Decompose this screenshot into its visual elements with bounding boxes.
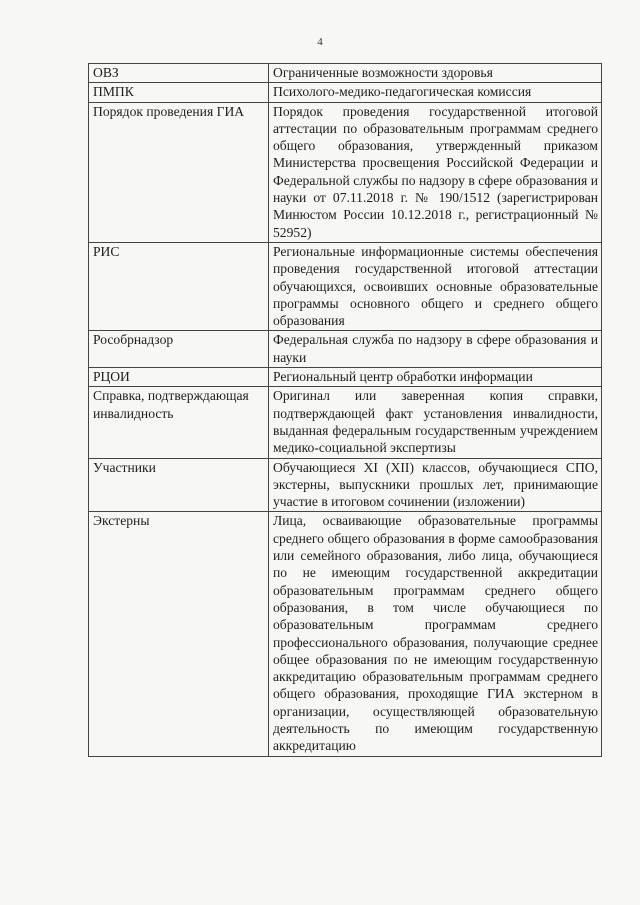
definition-cell: Федеральная служба по надзору в сфере образования и науки: [269, 331, 602, 368]
term-cell: ПМПК: [89, 83, 269, 102]
table-row: [89, 368, 602, 387]
definition-cell: Лица, осваивающие образовательные программы среднего общего образования в форме самообразования или семейного образования, либо лица, обучающиеся по не имеющим государственной аккредитации образовательным программам среднего общего образования, в том числе обучающиеся по образовательным программам среднего профессионального образования, получающие среднее общее образования по не имеющим государственную аккредитацию образовательным программам среднего общего образования, проходящие ГИА экстерном в организации, осуществляющей образовательную деятельность по имеющим государственную аккредитацию: [269, 512, 602, 756]
term-cell: Участники: [89, 458, 269, 512]
table-row: [89, 458, 602, 512]
term-cell: Порядок проведения ГИА: [89, 102, 269, 242]
definition-cell: Обучающиеся XI (XII) классов, обучающиеся СПО, экстерны, выпускники прошлых лет, принимающие участие в итоговом сочинении (изложении): [269, 458, 602, 512]
table-row: [89, 512, 602, 756]
table-row: [89, 64, 602, 83]
abbreviations-table: [88, 63, 602, 757]
definition-cell: Оригинал или заверенная копия справки, подтверждающей факт установления инвалидности, выданная федеральным государственным учреждением медико-социальной экспертизы: [269, 387, 602, 458]
definition-cell: Ограниченные возможности здоровья: [269, 64, 602, 83]
term-cell: РИС: [89, 242, 269, 330]
definition-cell: Региональный центр обработки информации: [269, 368, 602, 387]
term-cell: ОВЗ: [89, 64, 269, 83]
term-cell: Экстерны: [89, 512, 269, 756]
term-cell: Рособрнадзор: [89, 331, 269, 368]
table-row: [89, 331, 602, 368]
term-cell: РЦОИ: [89, 368, 269, 387]
table-row: [89, 242, 602, 330]
table-row: [89, 387, 602, 458]
definition-cell: Порядок проведения государственной итоговой аттестации по образовательным программам среднего общего образования, утвержденный приказом Министерства просвещения Российской Федерации и Федеральной службы по надзору в сфере образования и науки от 07.11.2018 г. № 190/1512 (зарегистрирован Минюстом России 10.12.2018 г., регистрационный № 52952): [269, 102, 602, 242]
table-row: [89, 83, 602, 102]
table-row: [89, 102, 602, 242]
term-cell: Справка, подтверждающая инвалидность: [89, 387, 269, 458]
definition-cell: Психолого-медико-педагогическая комиссия: [269, 83, 602, 102]
definition-cell: Региональные информационные системы обеспечения проведения государственной итоговой аттестации обучающихся, освоивших основные образовательные программы основного общего и среднего общего образования: [269, 242, 602, 330]
page-number: 4: [317, 36, 323, 48]
